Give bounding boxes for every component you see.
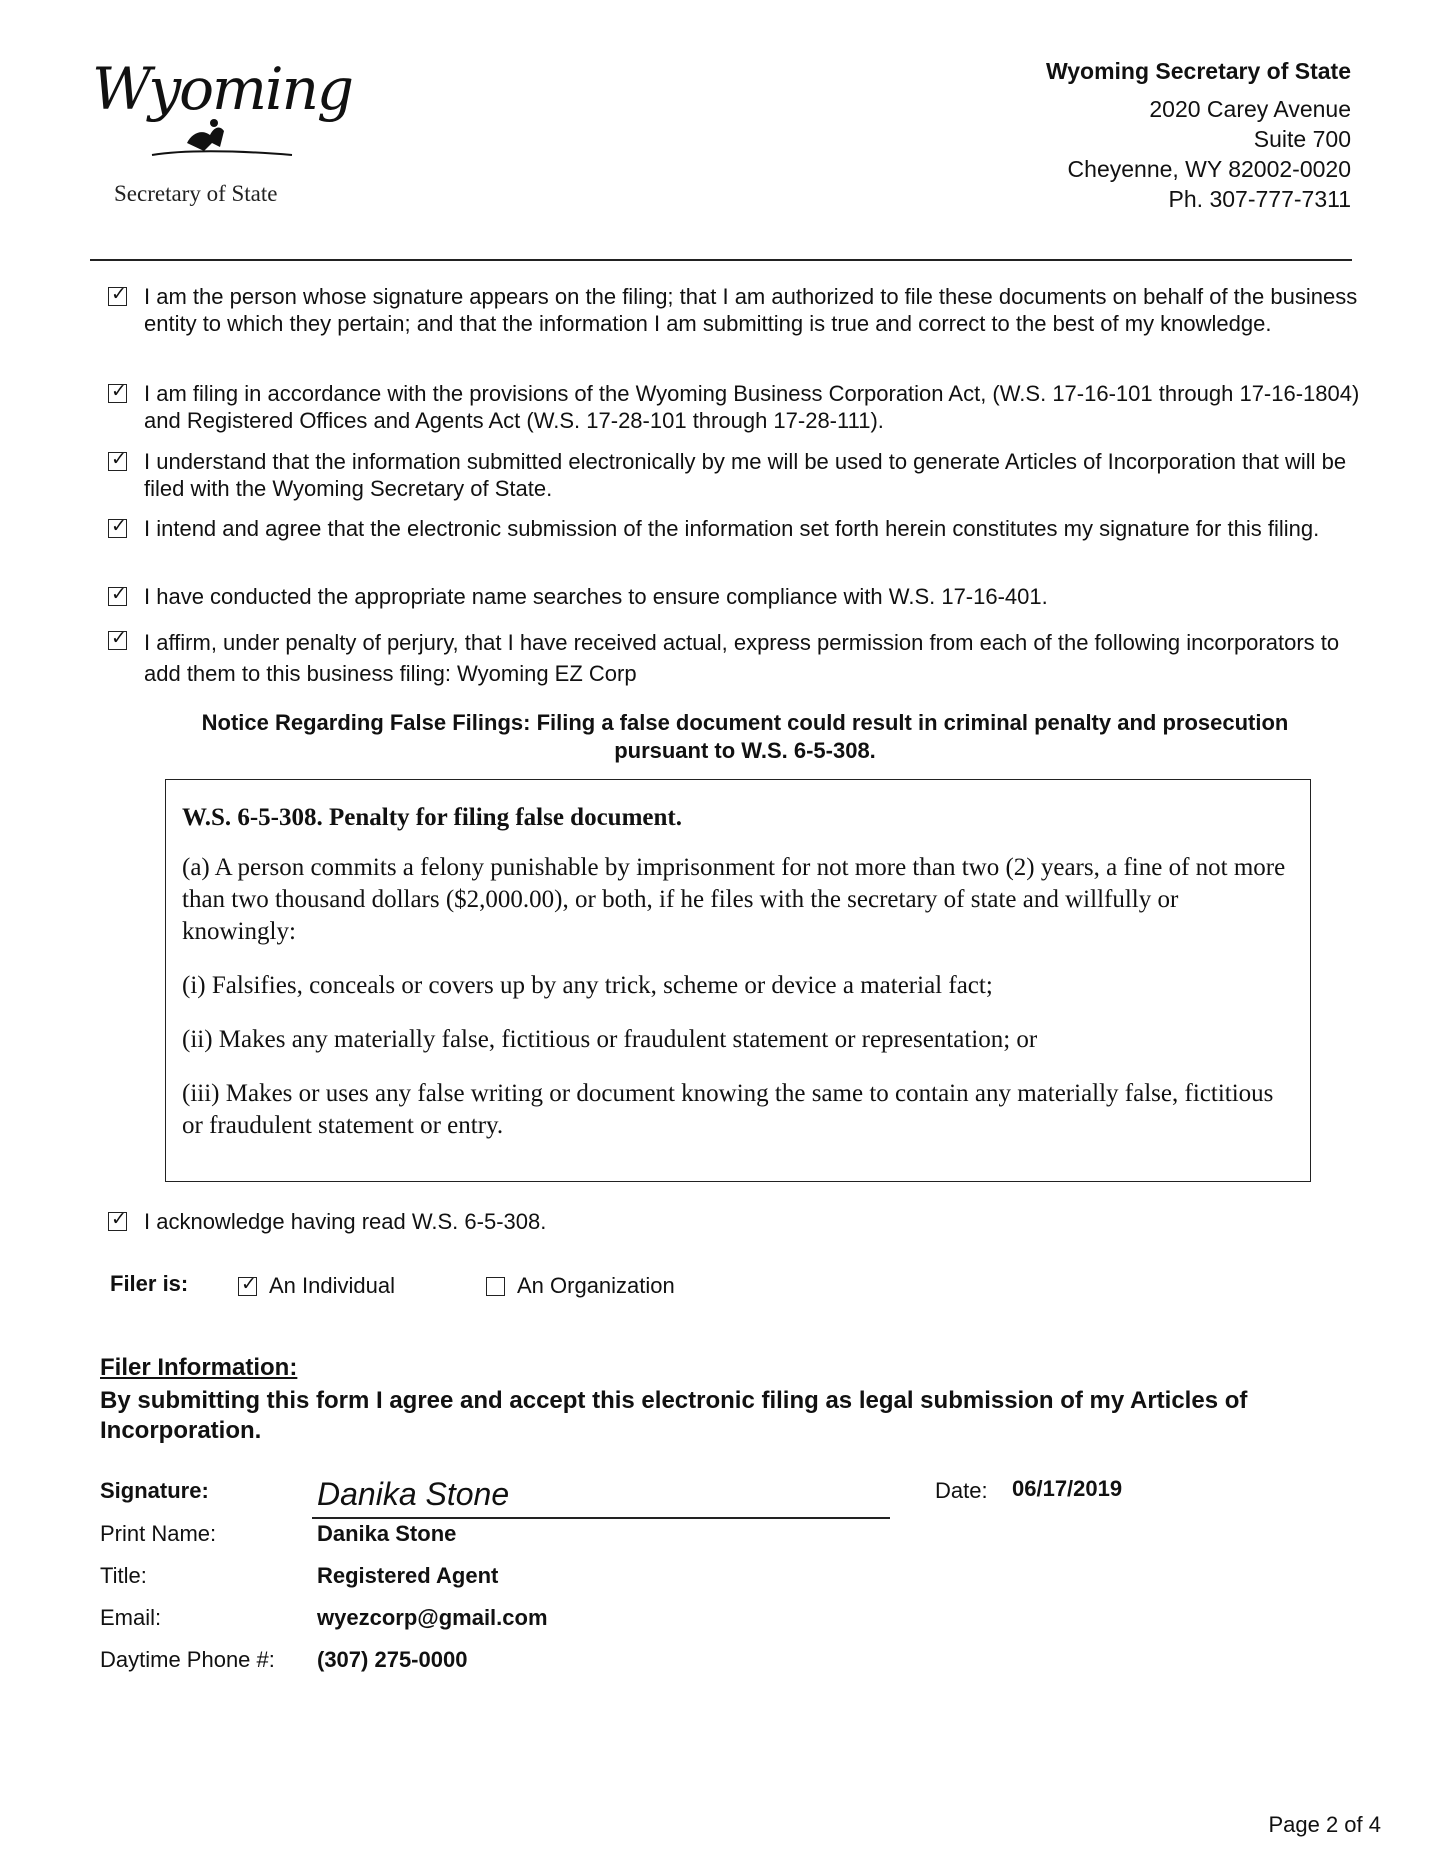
statute-paragraph: (iii) Makes or uses any false writing or document knowing the same to contain any materially false, fictitious or fraudulent statement or entry. <box>182 1080 1274 1139</box>
declaration-checkbox[interactable] <box>108 284 127 306</box>
email-label: Email: <box>100 1605 162 1630</box>
declaration-item <box>108 627 1378 689</box>
address-line: 2020 Carey Avenue <box>1149 96 1351 122</box>
email-value: wyezcorp@gmail.com <box>317 1605 548 1630</box>
signature-line <box>312 1517 890 1519</box>
declaration-checkbox[interactable] <box>108 449 127 471</box>
phone-label: Daytime Phone #: <box>100 1647 275 1672</box>
statute-title: W.S. 6-5-308. Penalty for filing false document. <box>182 804 682 831</box>
checkmark-icon: ✓ <box>241 1274 257 1295</box>
header-divider <box>90 259 1352 261</box>
organization-label: An Organization <box>517 1273 675 1298</box>
checkmark-icon: ✓ <box>111 584 127 605</box>
logo-wordmark: Wyoming <box>92 55 353 123</box>
print-name-label: Print Name: <box>100 1521 217 1546</box>
declaration-item <box>108 448 1378 502</box>
checkmark-icon: ✓ <box>111 1209 127 1230</box>
print-name-value: Danika Stone <box>317 1521 457 1546</box>
office-name: Wyoming Secretary of State <box>1045 58 1351 84</box>
statute-box <box>165 779 1311 1182</box>
declaration-checkbox[interactable] <box>108 628 127 650</box>
false-filing-notice: Notice Regarding False Filings: Filing a false document could result in criminal penalty and prosecution pursuant to W.S. 6-5-308. <box>201 710 1289 763</box>
declaration-text: I am the person whose signature appears on the filing; that I am authorized to file these documents on behalf of the business entity to which they pertain; and that the information I am submitting is true and correct to the best of my knowledge. <box>144 284 1358 336</box>
declaration-checkbox[interactable] <box>108 584 127 606</box>
statute-paragraph: (i) Falsifies, conceals or covers up by any trick, scheme or device a material fact; <box>182 972 993 999</box>
signature-label: Signature: <box>100 1478 209 1503</box>
individual-label: An Individual <box>269 1273 395 1298</box>
declaration-item <box>108 583 1378 610</box>
individual-checkbox[interactable] <box>238 1274 257 1296</box>
phone-value: (307) 275-0000 <box>317 1647 468 1672</box>
checkmark-icon: ✓ <box>111 516 127 537</box>
checkmark-icon: ✓ <box>111 628 127 649</box>
date-label: Date: <box>935 1478 988 1503</box>
acknowledge-text: I acknowledge having read W.S. 6-5-308. <box>144 1209 547 1234</box>
logo-subtitle: Secretary of State <box>114 181 278 206</box>
declaration-text: I am filing in accordance with the provisions of the Wyoming Business Corporation Act, (W.S. 17-16-101 through 17-16-1804) and Registered Offices and Agents Act (W.S. 17-28-101 through 17-28-111). <box>144 381 1360 433</box>
signature-value: Danika Stone <box>317 1476 510 1512</box>
acknowledge-checkbox[interactable] <box>108 1209 127 1231</box>
declaration-text: I have conducted the appropriate name searches to ensure compliance with W.S. 17-16-401. <box>144 584 1048 609</box>
declaration-item <box>108 515 1378 542</box>
title-value: Registered Agent <box>317 1563 499 1588</box>
statute-paragraph: (ii) Makes any materially false, fictitious or fraudulent statement or representation; or <box>182 1026 1038 1053</box>
office-address <box>851 56 1351 214</box>
declaration-checkbox[interactable] <box>108 381 127 403</box>
wyoming-sos-logo <box>92 55 353 215</box>
organization-checkbox[interactable] <box>486 1277 505 1296</box>
declaration-text: I understand that the information submitted electronically by me will be used to generate Articles of Incorporation that will be filed with the Wyoming Secretary of State. <box>144 449 1347 501</box>
declaration-text: I intend and agree that the electronic submission of the information set forth herein constitutes my signature for this filing. <box>144 516 1320 541</box>
declaration-checkbox[interactable] <box>108 516 127 538</box>
filer-type-individual[interactable] <box>238 1273 395 1299</box>
acknowledge-item <box>108 1208 1378 1235</box>
statute-paragraph: (a) A person commits a felony punishable by imprisonment for not more than two (2) years, a fine of not more than two thousand dollars ($2,000.00), or both, if he files with the secretary of state and willfully or knowingly: <box>182 854 1286 945</box>
declaration-item <box>108 283 1378 337</box>
declaration-text: I affirm, under penalty of perjury, that I have received actual, express permission from each of the following incorporators to add them to this business filing: Wyoming EZ Corp <box>144 630 1340 686</box>
filer-info-heading: Filer Information: <box>100 1354 298 1381</box>
address-phone: Ph. 307-777-7311 <box>1168 186 1351 212</box>
checkmark-icon: ✓ <box>111 449 127 470</box>
filer-type-organization[interactable] <box>486 1273 675 1299</box>
checkmark-icon: ✓ <box>111 284 127 305</box>
checkmark-icon: ✓ <box>111 381 127 402</box>
filer-type-label: Filer is: <box>110 1271 189 1296</box>
address-line: Suite 700 <box>1253 126 1351 152</box>
declaration-item <box>108 380 1378 434</box>
filer-info-note: By submitting this form I agree and accept this electronic filing as legal submission of my Articles of Incorporation. <box>100 1387 1248 1444</box>
address-line: Cheyenne, WY 82002-0020 <box>1067 156 1351 182</box>
date-value: 06/17/2019 <box>1012 1476 1123 1501</box>
page-indicator: Page 2 of 4 <box>1268 1812 1381 1837</box>
title-label: Title: <box>100 1563 147 1588</box>
